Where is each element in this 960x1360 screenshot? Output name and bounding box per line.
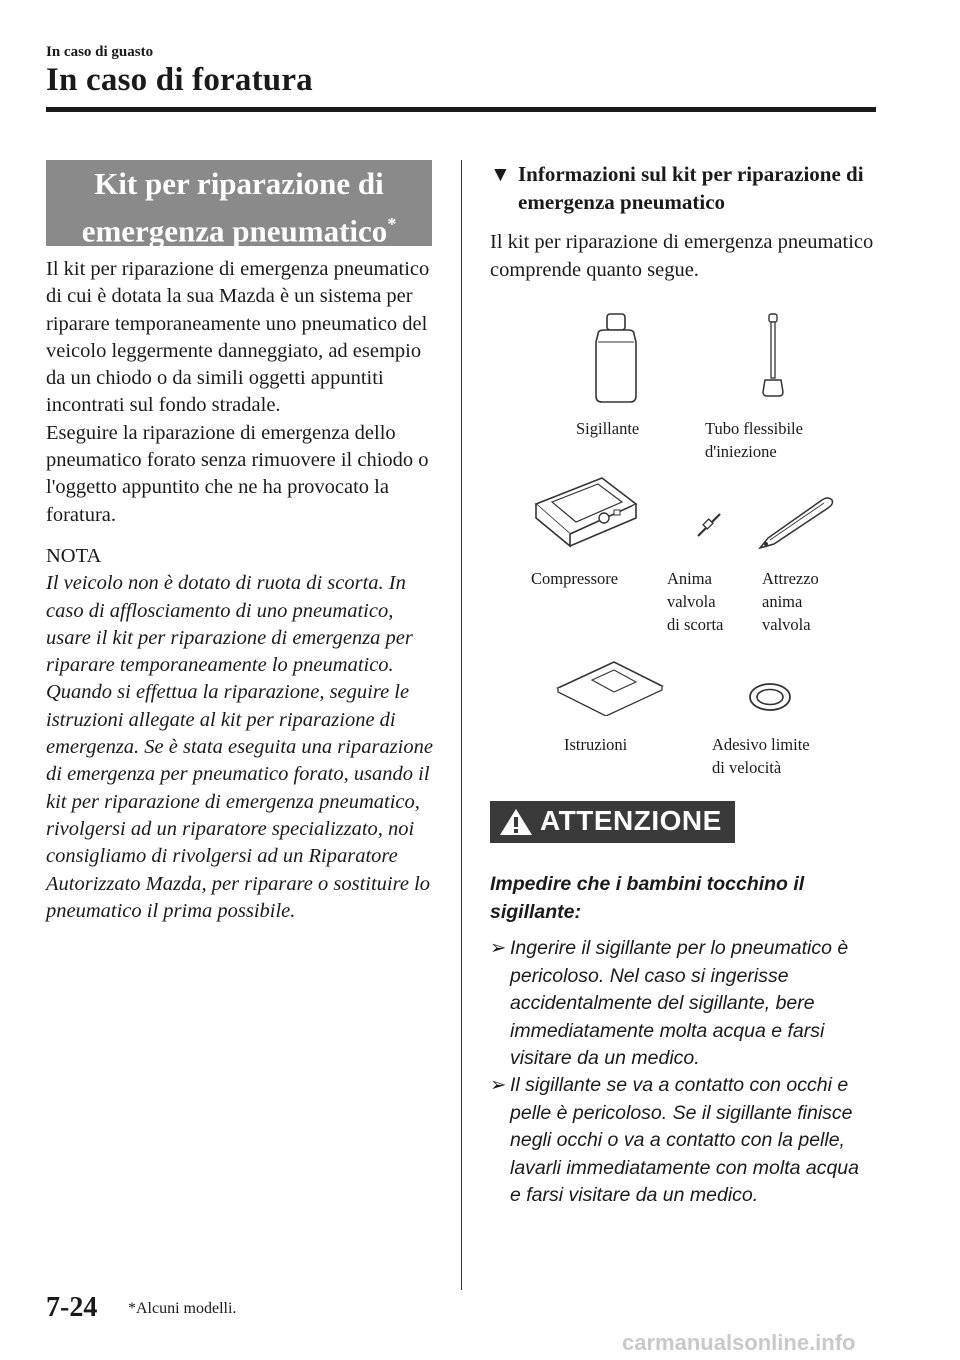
section-title-band: [46, 160, 432, 249]
valve-core-label-line2: valvola: [667, 592, 716, 611]
watermark: carmanualsonline.info: [622, 1330, 856, 1355]
hose-label: [705, 417, 803, 463]
triangle-marker-icon: ▼: [490, 162, 511, 186]
page-number: 7-24: [46, 1292, 98, 1323]
valve-tool-label-line1: Attrezzo: [762, 569, 819, 588]
intro-paragraph: Il kit per riparazione di emergenza pneumatico di cui è dotata la sua Mazda è un sistema per riparare temporaneamente uno pneumatico del veicolo leggermente danneggiato, ad esempio da un chiodo o da simili oggetti appuntiti incontrati sul fondo stradale.: [46, 258, 430, 417]
warning-bullet-text: Ingerire il sigillante per lo pneumatico è pericoloso. Nel caso si ingerisse accidentalmente del sigillante, bere immediatamente molta acqua e farsi visitare da un medico.: [510, 937, 849, 1070]
bullet-arrow-icon: ➢: [490, 937, 507, 959]
footnote: *Alcuni modelli.: [128, 1300, 237, 1317]
warning-bullet-2: [490, 1072, 870, 1210]
models-mark: *: [387, 214, 397, 234]
page-title: In caso di foratura: [46, 62, 313, 98]
warning-triangle-icon: [498, 807, 534, 837]
title-rule: [46, 107, 876, 112]
column-divider: [461, 160, 462, 1290]
warning-label-box: [490, 801, 735, 843]
hose-label-line2: d'iniezione: [705, 442, 777, 461]
speed-sticker-label-line2: di velocità: [712, 758, 782, 777]
warning-label-text: ATTENZIONE: [540, 805, 722, 836]
note-text: Il veicolo non è dotato di ruota di scorta. In caso di afflosciamento di uno pneumatico, usare il kit per riparazione di emergenza per riparare temporaneamente lo pneumatico. Quando si effettua la riparazione, seguire le istruzioni allegate al kit per riparazione di emergenza. Se è stata eseguita una riparazione di emergenza per pneumatico forato, usando il kit per riparazione di emergenza pneumatico, rivolgersi ad un riparatore specializzato, noi consigliamo di rivolgersi ad un Riparatore Autorizzato Mazda, per riparare o sostituire lo pneumatico il prima possibile.: [46, 572, 433, 922]
kit-intro: Il kit per riparazione di emergenza pneumatico comprende quanto segue.: [490, 231, 874, 281]
warning-bullet-text: Il sigillante se va a contatto con occhi e pelle è pericoloso. Se il sigillante finisce negli occhi o va a contatto con la pelle, lavarli immediatamente con molta acqua e farsi visitare da un medico.: [510, 1074, 860, 1207]
compressor-label: Compressore: [531, 569, 619, 588]
valve-tool-icon: [756, 494, 836, 554]
valve-core-icon: [694, 510, 724, 540]
kit-subheading-text: Informazioni sul kit per riparazione di emergenza pneumatico: [518, 162, 864, 214]
warning-heading: Impedire che i bambini tocchino il sigillante:: [490, 873, 805, 923]
speed-sticker-label: [712, 733, 810, 779]
injection-hose-icon: [760, 312, 786, 398]
section-title-line2: emergenza pneumatico*: [81, 213, 397, 249]
speed-sticker-label-line1: Adesivo limite: [712, 735, 810, 754]
sealant-label: Sigillante: [576, 419, 640, 438]
valve-core-label: [667, 567, 723, 636]
left-column: [46, 256, 438, 925]
section-title-line1: Kit per riparazione di: [94, 166, 384, 201]
hose-label-line1: Tubo flessibile: [705, 419, 803, 438]
compressor-icon: [532, 474, 640, 548]
valve-tool-label: [762, 567, 819, 636]
valve-tool-label-line3: valvola: [762, 615, 811, 634]
repair-paragraph: Eseguire la riparazione di emergenza dello pneumatico forato senza rimuovere il chiodo o l'oggetto appuntito che ne ha provocato la foratura.: [46, 421, 429, 526]
bullet-arrow-icon: ➢: [490, 1074, 507, 1096]
running-head: In caso di guasto: [46, 44, 154, 60]
warning-bullet-1: [490, 935, 870, 1073]
instructions-label: Istruzioni: [564, 735, 628, 754]
speed-sticker-icon: [747, 681, 793, 713]
valve-tool-label-line2: anima: [762, 592, 803, 611]
sealant-bottle-icon: [588, 312, 644, 404]
kit-subheading: [490, 160, 890, 216]
valve-core-label-line1: Anima: [667, 569, 712, 588]
valve-core-label-line3: di scorta: [667, 615, 724, 634]
note-label: NOTA: [46, 544, 102, 567]
instructions-booklet-icon: [556, 658, 664, 716]
